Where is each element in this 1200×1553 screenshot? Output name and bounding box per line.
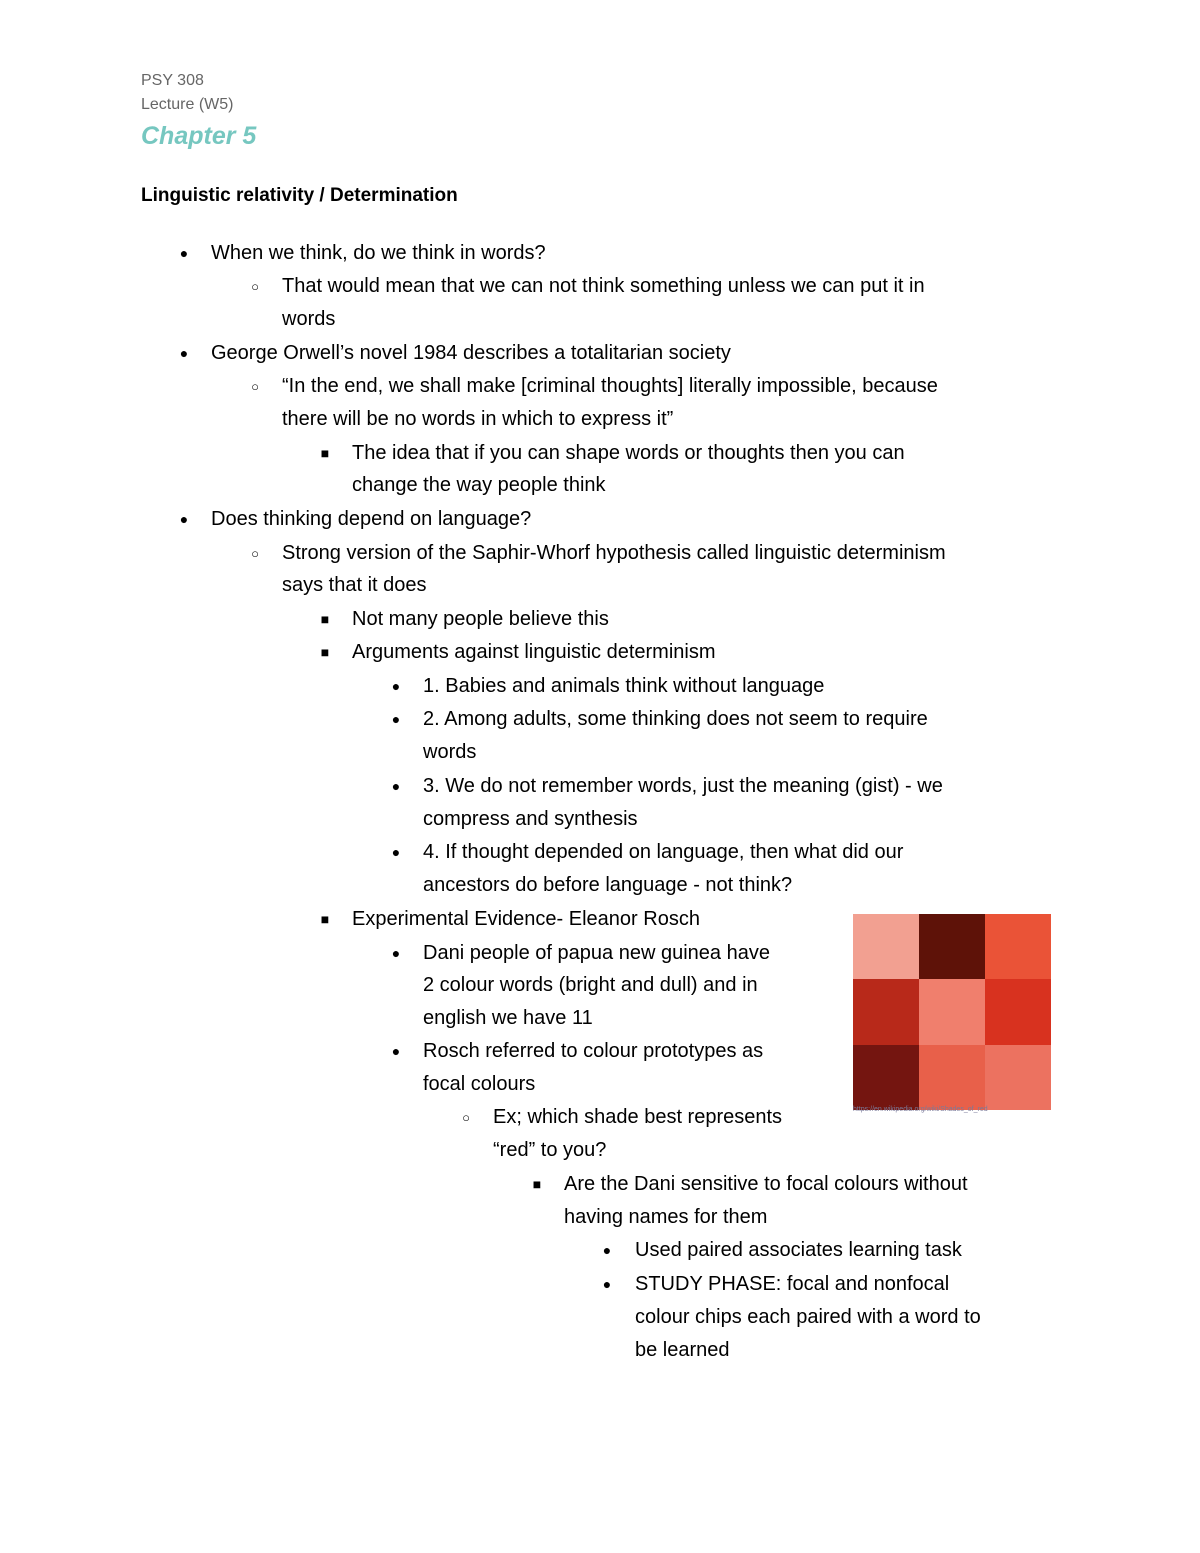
outline-text: Experimental Evidence- Eleanor Rosch xyxy=(352,908,700,930)
red-shade-swatch xyxy=(985,1045,1051,1110)
square-bullet-icon: ■ xyxy=(532,1176,542,1192)
round-bullet-icon: ● xyxy=(391,778,401,794)
round-bullet-icon: ● xyxy=(602,1276,612,1292)
outline-text: compress and synthesis xyxy=(423,808,638,830)
outline-text: 1. Babies and animals think without language xyxy=(423,675,825,697)
round-bullet-icon: ● xyxy=(179,511,189,527)
outline-text: Does thinking depend on language? xyxy=(211,508,532,530)
outline-text: Not many people believe this xyxy=(352,608,609,630)
outline-text: Dani people of papua new guinea have xyxy=(423,942,770,964)
outline-text: Rosch referred to colour prototypes as xyxy=(423,1040,764,1062)
hollow-circle-bullet-icon: ○ xyxy=(251,279,259,294)
round-bullet-icon: ● xyxy=(391,945,401,961)
red-shade-swatch xyxy=(919,979,985,1044)
round-bullet-icon: ● xyxy=(179,245,189,261)
red-shade-swatch xyxy=(919,1045,985,1110)
red-shade-swatch xyxy=(853,979,919,1044)
outline-text: That would mean that we can not think something unless we can put it in xyxy=(282,275,925,297)
outline-text: focal colours xyxy=(423,1073,536,1095)
hollow-circle-bullet-icon: ○ xyxy=(251,379,259,394)
outline-text: 2. Among adults, some thinking does not seem to require xyxy=(423,708,928,730)
hollow-circle-bullet-icon: ○ xyxy=(462,1110,470,1125)
outline-text: 2 colour words (bright and dull) and in xyxy=(423,974,758,996)
square-bullet-icon: ■ xyxy=(320,611,330,627)
outline-text: “In the end, we shall make [criminal thoughts] literally impossible, because xyxy=(282,375,938,397)
round-bullet-icon: ● xyxy=(602,1242,612,1258)
red-shade-swatch xyxy=(985,914,1051,979)
outline-text: George Orwell’s novel 1984 describes a totalitarian society xyxy=(211,342,731,364)
outline-text: Ex; which shade best represents xyxy=(493,1106,783,1128)
red-shade-swatch xyxy=(853,1045,919,1110)
outline-text: words xyxy=(282,308,336,330)
outline-text: 3. We do not remember words, just the meaning (gist) - we xyxy=(423,775,943,797)
outline-text: The idea that if you can shape words or thoughts then you can xyxy=(352,442,905,464)
hollow-circle-bullet-icon: ○ xyxy=(251,546,259,561)
outline-text: 4. If thought depended on language, then what did our xyxy=(423,841,904,863)
course-code: PSY 308 xyxy=(141,72,204,89)
outline-text: says that it does xyxy=(282,574,427,596)
outline-text: words xyxy=(423,741,477,763)
square-bullet-icon: ■ xyxy=(320,911,330,927)
image-credit: https://en.wikipedia.org/wiki/Shades_of_red xyxy=(853,1106,988,1113)
chapter-title: Chapter 5 xyxy=(141,122,257,150)
red-shade-swatch xyxy=(853,914,919,979)
outline-text: ancestors do before language - not think? xyxy=(423,874,793,896)
outline-text: english we have 11 xyxy=(423,1007,593,1029)
red-shade-swatch xyxy=(985,979,1051,1044)
outline-text: change the way people think xyxy=(352,474,606,496)
red-shade-swatch xyxy=(919,914,985,979)
round-bullet-icon: ● xyxy=(391,678,401,694)
outline-text: STUDY PHASE: focal and nonfocal xyxy=(635,1273,950,1295)
round-bullet-icon: ● xyxy=(391,711,401,727)
round-bullet-icon: ● xyxy=(391,1043,401,1059)
outline-text: Are the Dani sensitive to focal colours without xyxy=(564,1173,968,1195)
outline-text: “red” to you? xyxy=(493,1139,607,1161)
outline-text: colour chips each paired with a word to xyxy=(635,1306,981,1328)
outline-text: there will be no words in which to express it” xyxy=(282,408,674,430)
round-bullet-icon: ● xyxy=(391,844,401,860)
outline-text: Arguments against linguistic determinism xyxy=(352,641,716,663)
outline-text: be learned xyxy=(635,1339,730,1361)
outline-text: Used paired associates learning task xyxy=(635,1239,962,1261)
section-heading: Linguistic relativity / Determination xyxy=(141,185,458,206)
outline-text: When we think, do we think in words? xyxy=(211,242,546,264)
square-bullet-icon: ■ xyxy=(320,644,330,660)
shades-of-red-image xyxy=(853,914,1051,1110)
outline-text: having names for them xyxy=(564,1206,768,1228)
lecture-label: Lecture (W5) xyxy=(141,96,234,113)
outline-text: Strong version of the Saphir-Whorf hypothesis called linguistic determinism xyxy=(282,542,946,564)
round-bullet-icon: ● xyxy=(179,345,189,361)
square-bullet-icon: ■ xyxy=(320,445,330,461)
